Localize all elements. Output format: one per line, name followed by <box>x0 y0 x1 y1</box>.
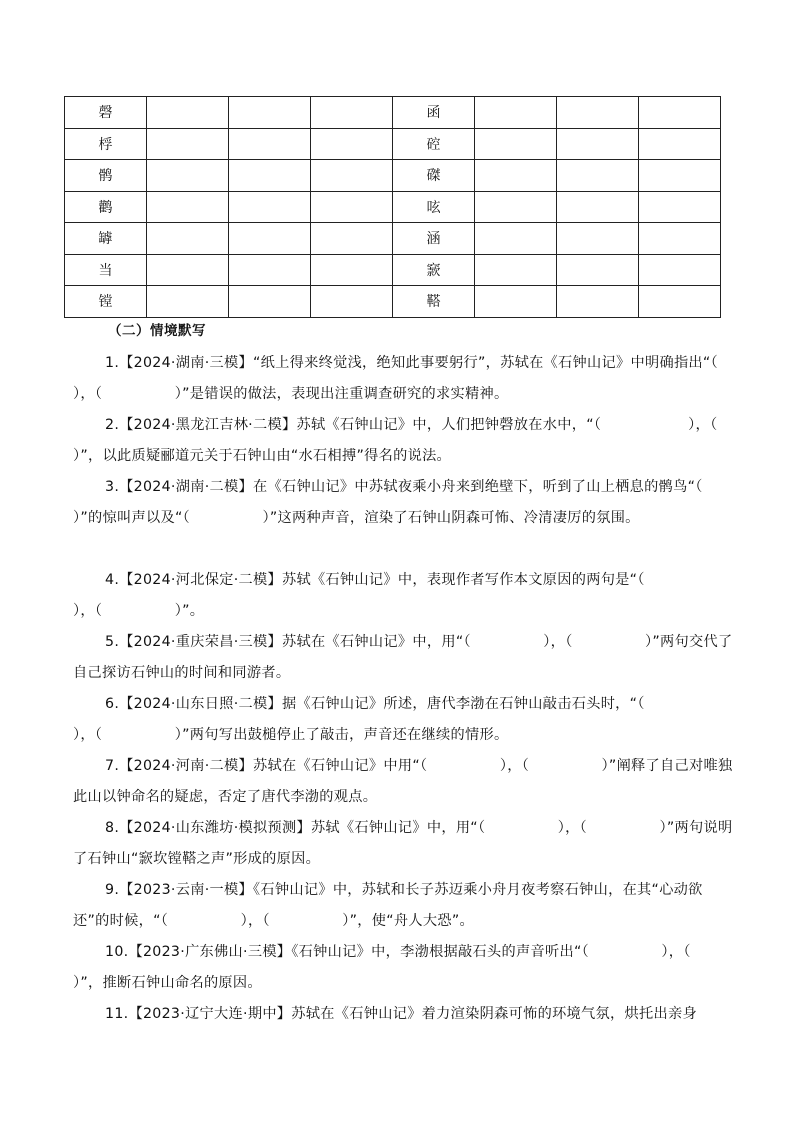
answer-cell[interactable] <box>229 191 311 223</box>
question-item: 6.【2024·山东日照·二模】据《石钟山记》所述，唐代李渤在石钟山敲击石头时，“（ ），（ ）”两句写出鼓槌停止了敲击，声音还在继续的情形。 <box>73 696 718 743</box>
answer-cell[interactable] <box>147 128 229 160</box>
answer-cell[interactable] <box>639 128 721 160</box>
table-row <box>65 286 721 318</box>
answer-cell[interactable] <box>311 223 393 255</box>
character-cell: 罅 <box>65 223 147 255</box>
question-item: 4.【2024·河北保定·二模】苏轼《石钟山记》中，表现作者写作本文原因的两句是“（ ），（ ）”。 <box>73 572 718 619</box>
answer-cell[interactable] <box>557 254 639 286</box>
table-row <box>65 97 721 129</box>
question-item: 2.【2024·黑龙江吉林·二模】苏轼《石钟山记》中，人们把钟磬放在水中，“（ ），（ ）”，以此质疑郦道元关于石钟山由“水石相搏”得名的说法。 <box>73 417 790 464</box>
answer-cell[interactable] <box>229 97 311 129</box>
table-row <box>65 160 721 192</box>
table-row <box>65 223 721 255</box>
section-title: （二）情境默写 <box>108 323 206 339</box>
answer-cell[interactable] <box>475 223 557 255</box>
character-cell: 当 <box>65 254 147 286</box>
character-cell: 磔 <box>393 160 475 192</box>
question-item: 9.【2023·云南·一模】《石钟山记》中，苏轼和长子苏迈乘小舟月夜考察石钟山，在其“心动欲还”的时候，“（ ），（ ）”，使“舟人大恐”。 <box>73 882 703 929</box>
answer-cell[interactable] <box>229 223 311 255</box>
answer-cell[interactable] <box>147 97 229 129</box>
answer-cell[interactable] <box>311 97 393 129</box>
question-item: 8.【2024·山东潍坊·模拟预测】苏轼《石钟山记》中，用“（ ），（ ）”两句说明了石钟山“窾坎镗鞳之声”形成的原因。 <box>73 820 733 867</box>
answer-cell[interactable] <box>147 286 229 318</box>
answer-cell[interactable] <box>557 286 639 318</box>
table-row <box>65 191 721 223</box>
answer-cell[interactable] <box>147 223 229 255</box>
table-row <box>65 254 721 286</box>
character-cell: 呟 <box>393 191 475 223</box>
answer-cell[interactable] <box>475 191 557 223</box>
answer-cell[interactable] <box>557 128 639 160</box>
character-cell: 窾 <box>393 254 475 286</box>
answer-cell[interactable] <box>557 97 639 129</box>
answer-cell[interactable] <box>229 128 311 160</box>
character-cell: 涵 <box>393 223 475 255</box>
answer-cell[interactable] <box>639 223 721 255</box>
answer-cell[interactable] <box>229 286 311 318</box>
answer-cell[interactable] <box>475 286 557 318</box>
answer-cell[interactable] <box>639 97 721 129</box>
question-item: 3.【2024·湖南·二模】在《石钟山记》中苏轼夜乘小舟来到绝壁下，听到了山上栖息的鹘鸟“（ ）”的惊叫声以及“（ ）”这两种声音，渲染了石钟山阴森可怖、冷清凄厉的氛围。 <box>73 479 776 526</box>
question-item: 1.【2024·湖南·三模】“纸上得来终觉浅，绝知此事要躬行”，苏轼在《石钟山记》中明确指出“（ ），（ ）”是错误的做法，表现出注重调查研究的求实精神。 <box>73 355 791 402</box>
answer-cell[interactable] <box>557 160 639 192</box>
answer-cell[interactable] <box>311 286 393 318</box>
character-cell: 磬 <box>65 97 147 129</box>
question-item: 11.【2023·辽宁大连·期中】苏轼在《石钟山记》着力渲染阴森可怖的环境气氛，烘托出亲身 <box>105 1006 697 1022</box>
answer-cell[interactable] <box>475 160 557 192</box>
answer-cell[interactable] <box>147 160 229 192</box>
question-item: 7.【2024·河南·二模】苏轼在《石钟山记》中用“（ ），（ ）”阐释了自己对唯独此山以钟命名的疑虑，否定了唐代李渤的观点。 <box>73 758 733 805</box>
answer-cell[interactable] <box>475 128 557 160</box>
answer-cell[interactable] <box>147 191 229 223</box>
question-item: 10.【2023·广东佛山·三模】《石钟山记》中，李渤根据敲石头的声音听出“（ ），（ ）”，推断石钟山命名的原因。 <box>73 944 764 991</box>
character-cell: 鹘 <box>65 160 147 192</box>
answer-cell[interactable] <box>475 97 557 129</box>
answer-cell[interactable] <box>475 254 557 286</box>
answer-cell[interactable] <box>311 191 393 223</box>
answer-cell[interactable] <box>229 160 311 192</box>
answer-cell[interactable] <box>147 254 229 286</box>
character-cell: 硿 <box>393 128 475 160</box>
answer-cell[interactable] <box>639 191 721 223</box>
table-row <box>65 128 721 160</box>
answer-cell[interactable] <box>311 160 393 192</box>
character-cell: 桴 <box>65 128 147 160</box>
answer-cell[interactable] <box>639 286 721 318</box>
question-item: 5.【2024·重庆荣昌·三模】苏轼在《石钟山记》中，用“（ ），（ ）”两句交代了自己探访石钟山的时间和同游者。 <box>73 634 733 681</box>
character-cell: 镗 <box>65 286 147 318</box>
answer-cell[interactable] <box>311 254 393 286</box>
answer-cell[interactable] <box>229 254 311 286</box>
character-cell: 鹳 <box>65 191 147 223</box>
answer-cell[interactable] <box>557 191 639 223</box>
pinyin-practice-table <box>64 96 721 318</box>
character-cell: 函 <box>393 97 475 129</box>
answer-cell[interactable] <box>639 160 721 192</box>
character-cell: 鞳 <box>393 286 475 318</box>
answer-cell[interactable] <box>311 128 393 160</box>
answer-cell[interactable] <box>557 223 639 255</box>
answer-cell[interactable] <box>639 254 721 286</box>
